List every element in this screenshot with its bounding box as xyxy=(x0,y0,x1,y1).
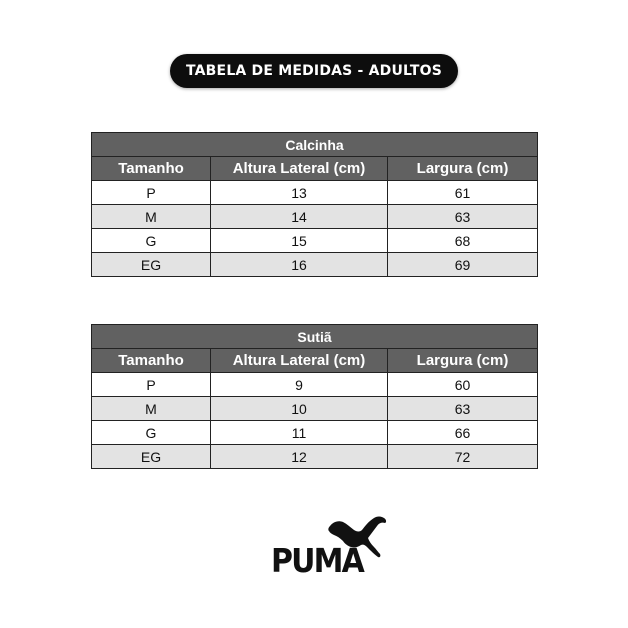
table-cell: 11 xyxy=(211,421,388,445)
table-section-title: Calcinha xyxy=(92,133,538,157)
table-row xyxy=(92,205,538,229)
column-header-width: Largura (cm) xyxy=(388,349,538,373)
column-header-size: Tamanho xyxy=(92,157,211,181)
table-cell: 69 xyxy=(388,253,538,277)
calcinha-size-table xyxy=(91,132,538,277)
table-cell: 9 xyxy=(211,373,388,397)
table-row xyxy=(92,397,538,421)
brand-wordmark: PUMA xyxy=(271,541,366,576)
table-cell: 72 xyxy=(388,445,538,469)
table-cell: 15 xyxy=(211,229,388,253)
page-title: TABELA DE MEDIDAS - ADULTOS xyxy=(170,54,458,88)
table-cell: 16 xyxy=(211,253,388,277)
table-cell: 60 xyxy=(388,373,538,397)
table-cell: 63 xyxy=(388,205,538,229)
table-row xyxy=(92,421,538,445)
table-cell: EG xyxy=(92,253,211,277)
table-row xyxy=(92,445,538,469)
table-cell: G xyxy=(92,421,211,445)
table-row xyxy=(92,229,538,253)
table-cell: P xyxy=(92,181,211,205)
table-cell: P xyxy=(92,373,211,397)
column-header-side-height: Altura Lateral (cm) xyxy=(211,349,388,373)
table-cell: 63 xyxy=(388,397,538,421)
table-cell: 14 xyxy=(211,205,388,229)
puma-logo xyxy=(270,514,392,576)
table-row xyxy=(92,373,538,397)
puma-cat-logo-icon xyxy=(270,514,392,576)
table-cell: 12 xyxy=(211,445,388,469)
table-section-title: Sutiã xyxy=(92,325,538,349)
sutia-size-table xyxy=(91,324,538,469)
table-cell: 68 xyxy=(388,229,538,253)
table-cell: 10 xyxy=(211,397,388,421)
column-header-size: Tamanho xyxy=(92,349,211,373)
table-cell: M xyxy=(92,397,211,421)
column-header-width: Largura (cm) xyxy=(388,157,538,181)
table-cell: 66 xyxy=(388,421,538,445)
column-header-side-height: Altura Lateral (cm) xyxy=(211,157,388,181)
table-cell: G xyxy=(92,229,211,253)
table-cell: 13 xyxy=(211,181,388,205)
table-cell: 61 xyxy=(388,181,538,205)
table-cell: EG xyxy=(92,445,211,469)
table-row xyxy=(92,253,538,277)
table-row xyxy=(92,181,538,205)
table-cell: M xyxy=(92,205,211,229)
